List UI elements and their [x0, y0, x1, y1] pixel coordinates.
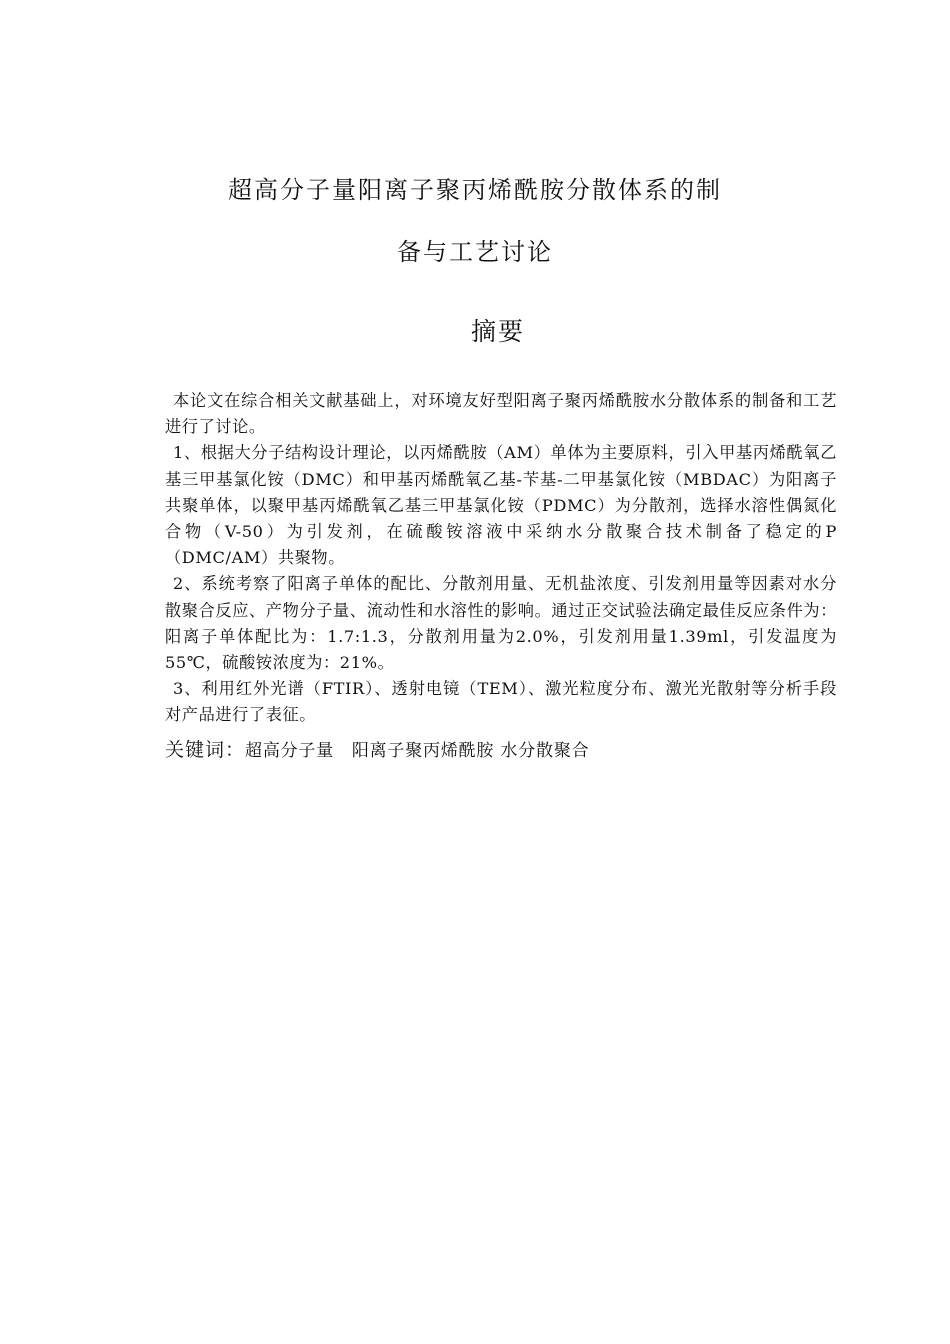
abstract-body [165, 388, 837, 729]
paper-title-line-2: 备与工艺讨论 [397, 238, 553, 266]
abstract-heading: 摘要 [470, 317, 525, 346]
abstract-paragraph-1: 1、根据大分子结构设计理论，以丙烯酰胺（AM）单体为主要原料，引入甲基丙烯酰氧乙基三甲基氯化铵（DMC）和甲基丙烯酰氧乙基-苄基-二甲基氯化铵（MBDAC）为阳离子共聚单体，以聚甲基丙烯酰氧乙基三甲基氯化铵（PDMC）为分散剂，选择水溶性偶氮化合物（V-50）为引发剂，在硫酸铵溶液中采纳水分散聚合技术制备了稳定的P（DMC/AM）共聚物。 [165, 443, 837, 568]
abstract-paragraph-intro: 本论文在综合相关文献基础上，对环境友好型阳离子聚丙烯酰胺水分散体系的制备和工艺进行了讨论。 [165, 391, 837, 437]
keywords-line [165, 736, 837, 765]
keywords-items: 超高分子量 阳离子聚丙烯酰胺 水分散聚合 [245, 741, 590, 761]
abstract-paragraph-3: 3、利用红外光谱（FTIR）、透射电镜（TEM）、激光粒度分布、激光光散射等分析手段对产品进行了表征。 [165, 679, 837, 725]
keywords-label: 关键词： [165, 739, 246, 761]
abstract-paragraph-2: 2、系统考察了阳离子单体的配比、分散剂用量、无机盐浓度、引发剂用量等因素对水分散聚合反应、产物分子量、流动性和水溶性的影响。通过正交试验法确定最佳反应条件为：阳离子单体配比为：1.7:1.3，分散剂用量为2.0%，引发剂用量1.39ml，引发温度为55℃，硫酸铵浓度为：21%。 [165, 574, 837, 673]
paper-title-line-1: 超高分子量阳离子聚丙烯酰胺分散体系的制 [228, 176, 722, 204]
